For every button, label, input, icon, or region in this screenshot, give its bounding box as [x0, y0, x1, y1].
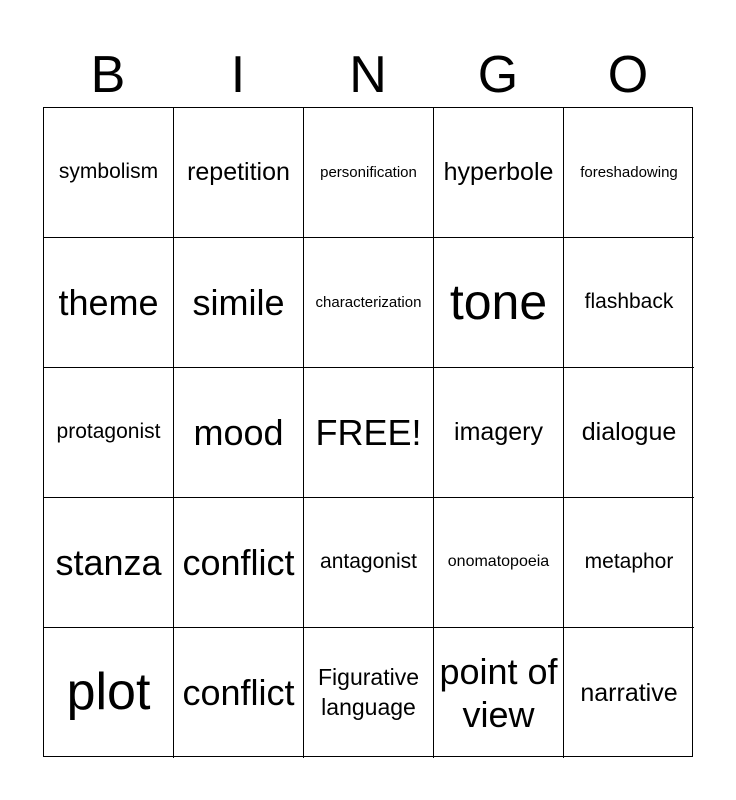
- cell-label: dialogue: [581, 418, 677, 447]
- bingo-cell[interactable]: [174, 108, 304, 238]
- cell-label: stanza: [55, 541, 162, 583]
- bingo-cell[interactable]: [434, 368, 564, 498]
- cell-label: foreshadowing: [580, 163, 678, 181]
- bingo-cell[interactable]: [304, 238, 434, 368]
- cell-label: repetition: [187, 158, 290, 187]
- bingo-cell[interactable]: [434, 498, 564, 628]
- cell-label: mood: [193, 411, 284, 453]
- cell-label: plot: [66, 663, 151, 722]
- cell-label: tone: [449, 273, 548, 330]
- bingo-cell[interactable]: [174, 628, 304, 758]
- bingo-cell[interactable]: [304, 628, 434, 758]
- cell-label: imagery: [454, 418, 543, 447]
- header-letter-o: O: [607, 46, 649, 104]
- bingo-cell[interactable]: [44, 108, 174, 238]
- cell-label: flashback: [584, 290, 674, 314]
- bingo-cell[interactable]: [564, 108, 694, 238]
- bingo-cell[interactable]: [564, 498, 694, 628]
- cell-label: conflict: [182, 672, 295, 714]
- bingo-header: [43, 44, 693, 106]
- bingo-cell[interactable]: [44, 498, 174, 628]
- bingo-cell[interactable]: [304, 108, 434, 238]
- bingo-cell[interactable]: [174, 368, 304, 498]
- bingo-board: [43, 107, 693, 757]
- bingo-cell[interactable]: [434, 108, 564, 238]
- bingo-cell[interactable]: [44, 238, 174, 368]
- bingo-cell-free[interactable]: [304, 368, 434, 498]
- bingo-cell[interactable]: [434, 628, 564, 758]
- cell-label: personification: [320, 163, 417, 181]
- cell-label: characterization: [315, 293, 422, 311]
- cell-label: onomatopoeia: [447, 553, 550, 571]
- free-space-label: FREE!: [315, 411, 422, 453]
- cell-label: Figurative language: [318, 664, 419, 720]
- cell-label: metaphor: [584, 550, 674, 574]
- bingo-cell[interactable]: [174, 238, 304, 368]
- bingo-cell[interactable]: [564, 628, 694, 758]
- header-letter-b: B: [90, 46, 126, 104]
- cell-label: antagonist: [320, 550, 417, 574]
- bingo-cell[interactable]: [564, 238, 694, 368]
- bingo-cell[interactable]: [564, 368, 694, 498]
- bingo-cell[interactable]: [174, 498, 304, 628]
- cell-label: hyperbole: [443, 158, 554, 187]
- header-letter-i: I: [230, 46, 246, 104]
- cell-label: simile: [192, 281, 285, 323]
- cell-label: narrative: [580, 678, 678, 707]
- cell-label: symbolism: [58, 160, 159, 184]
- bingo-cell[interactable]: [44, 368, 174, 498]
- cell-label: theme: [58, 281, 159, 323]
- header-letter-n: N: [349, 46, 387, 104]
- cell-label: point of view: [439, 650, 558, 735]
- cell-label: conflict: [182, 541, 295, 583]
- bingo-cell[interactable]: [434, 238, 564, 368]
- bingo-cell[interactable]: [44, 628, 174, 758]
- header-letter-g: G: [477, 46, 519, 104]
- bingo-cell[interactable]: [304, 498, 434, 628]
- cell-label: protagonist: [56, 420, 161, 444]
